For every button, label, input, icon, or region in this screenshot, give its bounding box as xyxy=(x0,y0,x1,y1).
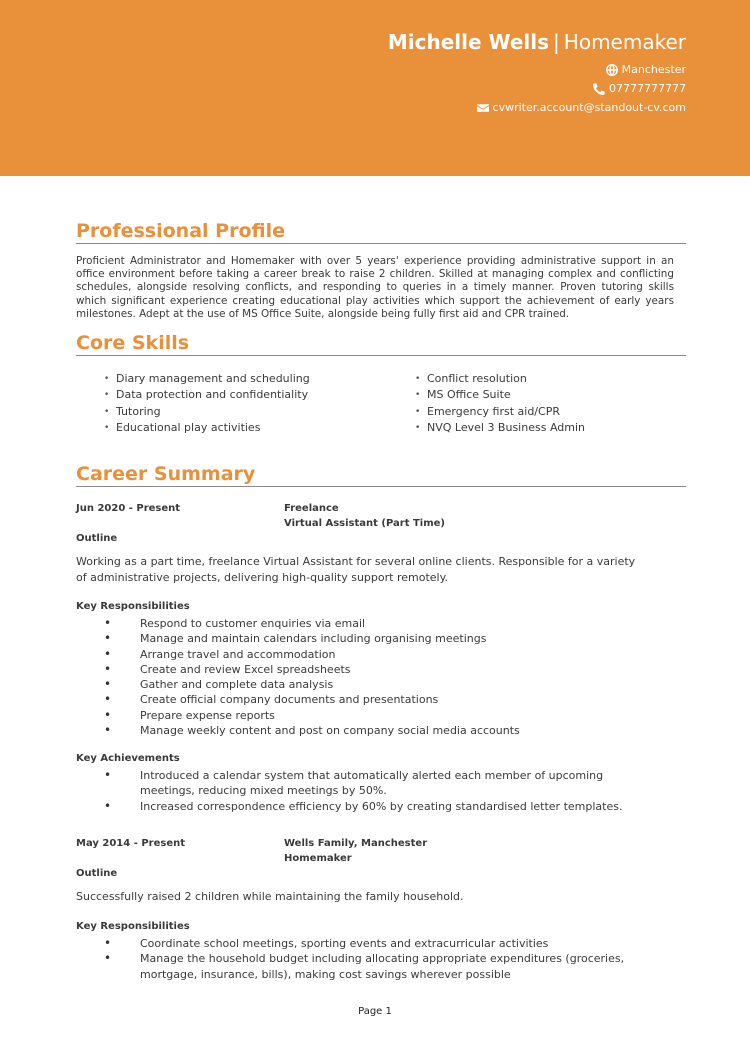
contact-location xyxy=(606,63,686,76)
list-item: • Create official company documents and presentations xyxy=(104,692,664,707)
outline-label: Outline xyxy=(76,533,118,544)
profile-text: Proficient Administrator and Homemaker with over 5 years' experience providing administrative support in an office environment before taking a career break to raise 2 children. Skilled at managing complex and conflicting schedules, alongside resolving conflicts, and responding to queries in a timely manner. Proven tutoring skills which significant experience creating educational play activities which support the achievement of early years milestones. Adept at the use of MS Office Suite, alongside being fully first aid and CPR trained. xyxy=(76,255,674,320)
list-item: • Gather and complete data analysis xyxy=(104,677,664,692)
list-item: • Manage and maintain calendars including organising meetings xyxy=(104,631,664,646)
contact-phone xyxy=(593,82,686,95)
location-text: Manchester xyxy=(621,63,686,76)
job-outline: Working as a part time, freelance Virtual Assistant for several online clients. Responsible for a variety of administrative projects, delivering high-quality support remotely. xyxy=(76,555,636,584)
achievements-list xyxy=(104,768,644,814)
profile-heading: Professional Profile xyxy=(76,219,686,244)
candidate-name: Michelle Wells xyxy=(387,30,550,54)
email-text[interactable]: cvwriter.account@standout-cv.com xyxy=(492,101,686,114)
responsibilities-list xyxy=(104,936,654,982)
skills-list-left xyxy=(104,371,310,436)
candidate-role: Homemaker xyxy=(563,30,686,54)
phone-icon xyxy=(593,83,605,95)
list-item: • Create and review Excel spreadsheets xyxy=(104,662,664,677)
skill-item: • Conflict resolution xyxy=(415,371,585,387)
achievements-label: Key Achievements xyxy=(76,753,180,764)
skill-item: • Emergency first aid/CPR xyxy=(415,404,585,420)
name-line xyxy=(388,30,686,54)
skill-item: • Diary management and scheduling xyxy=(104,371,310,387)
list-item: • Coordinate school meetings, sporting events and extracurricular activities xyxy=(104,936,654,951)
contact-email xyxy=(477,101,686,114)
job-position: Virtual Assistant (Part Time) xyxy=(284,518,446,529)
job-position: Homemaker xyxy=(284,853,352,864)
list-item: • Manage weekly content and post on company social media accounts xyxy=(104,723,664,738)
responsibilities-label: Key Responsibilities xyxy=(76,921,190,932)
skill-item: • Tutoring xyxy=(104,404,310,420)
job-dates: Jun 2020 - Present xyxy=(76,503,181,514)
skills-list-right xyxy=(415,371,585,436)
envelope-icon xyxy=(477,102,489,114)
list-item: • Manage the household budget including allocating appropriate expenditures (groceries, mortgage, insurance, bills), making cost savings wherever possible xyxy=(104,951,654,982)
phone-text[interactable]: 07777777777 xyxy=(609,82,686,95)
responsibilities-list xyxy=(104,616,664,738)
job-employer: Freelance xyxy=(284,503,339,514)
skills-heading: Core Skills xyxy=(76,331,686,356)
list-item: • Increased correspondence efficiency by 60% by creating standardised letter templates. xyxy=(104,799,644,814)
skill-item: • NVQ Level 3 Business Admin xyxy=(415,420,585,436)
job-dates: May 2014 - Present xyxy=(76,838,186,849)
job-employer: Wells Family, Manchester xyxy=(284,838,428,849)
name-separator: | xyxy=(553,30,560,54)
page-number: Page 1 xyxy=(358,1006,392,1017)
responsibilities-label: Key Responsibilities xyxy=(76,601,190,612)
outline-label: Outline xyxy=(76,868,118,879)
skill-item: • Data protection and confidentiality xyxy=(104,387,310,403)
skill-item: • Educational play activities xyxy=(104,420,310,436)
career-heading: Career Summary xyxy=(76,462,686,487)
job-outline: Successfully raised 2 children while maintaining the family household. xyxy=(76,890,464,903)
list-item: • Respond to customer enquiries via email xyxy=(104,616,664,631)
list-item: • Prepare expense reports xyxy=(104,708,664,723)
skill-item: • MS Office Suite xyxy=(415,387,585,403)
globe-icon xyxy=(606,64,618,76)
header-banner xyxy=(0,0,750,176)
list-item: • Arrange travel and accommodation xyxy=(104,647,664,662)
list-item: • Introduced a calendar system that automatically alerted each member of upcoming meetings, reducing mixed meetings by 50%. xyxy=(104,768,644,799)
